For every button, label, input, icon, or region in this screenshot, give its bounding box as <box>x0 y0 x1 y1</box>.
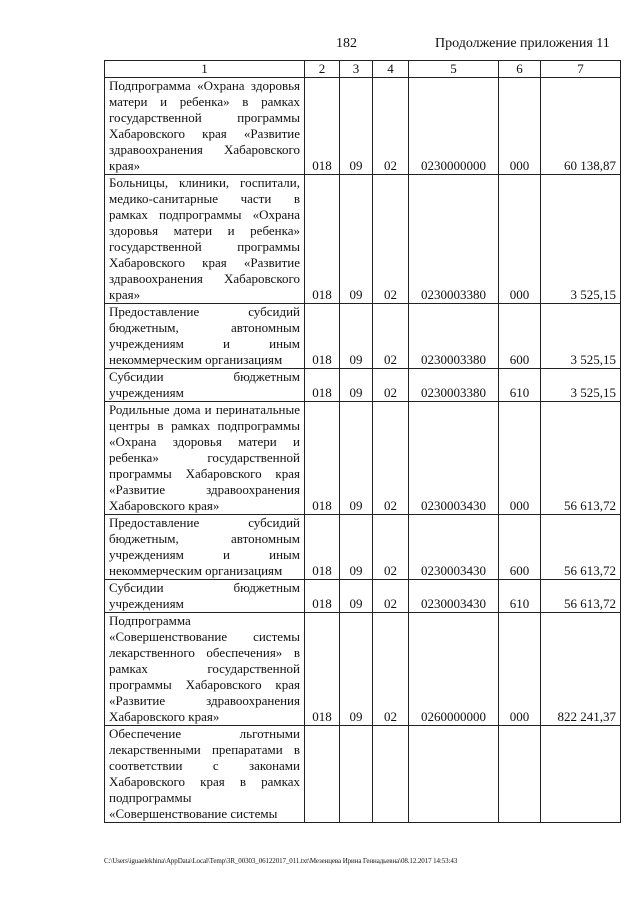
subsection-cell: 02 <box>373 369 409 402</box>
subsection-cell: 02 <box>373 304 409 369</box>
amount-cell: 56 613,72 <box>541 515 621 580</box>
item-name-cell: Подпрограмма «Совершенствование системы лекарственного обеспечения» в рамках государственной программы Хабаровского края «Развитие здравоохранения Хабаровского края» <box>105 613 305 726</box>
table-row <box>105 580 621 613</box>
column-header: 1 <box>105 61 305 78</box>
section-cell: 09 <box>340 580 373 613</box>
amount-cell: 3 525,15 <box>541 369 621 402</box>
ministry-code-cell: 018 <box>305 613 340 726</box>
item-name-cell: Обеспечение льготными лекарственными препаратами в соответствии с законами Хабаровского края в рамках подпрограммы «Совершенствование системы <box>105 726 305 823</box>
table-row <box>105 515 621 580</box>
expense-type-cell: 600 <box>499 304 541 369</box>
table-row <box>105 78 621 175</box>
page-number: 182 <box>336 36 357 51</box>
subsection-cell: 02 <box>373 515 409 580</box>
section-cell: 09 <box>340 515 373 580</box>
ministry-code-cell: 018 <box>305 175 340 304</box>
section-cell: 09 <box>340 304 373 369</box>
target-article-cell <box>409 726 499 823</box>
continuation-title: Продолжение приложения 11 <box>435 36 610 51</box>
target-article-cell: 0230003430 <box>409 580 499 613</box>
column-header: 3 <box>340 61 373 78</box>
file-path-footer: C:\Users\iguaelekhina\AppData\Local\Temp\3R_00303_06122017_011.txt\Мезенцева Ирина Геннадьевна\08.12.2017 14:53:43 <box>104 857 458 865</box>
target-article-cell: 0230003430 <box>409 515 499 580</box>
column-header: 7 <box>541 61 621 78</box>
item-name-cell: Больницы, клиники, госпитали, медико-санитарные части в рамках подпрограммы «Охрана здоровья матери и ребенка» государственной программы Хабаровского края «Развитие здравоохранения Хабаровского края» <box>105 175 305 304</box>
target-article-cell: 0230003380 <box>409 369 499 402</box>
table-row <box>105 402 621 515</box>
expense-type-cell <box>499 726 541 823</box>
item-name-cell: Субсидии бюджетным учреждениям <box>105 369 305 402</box>
column-number-row <box>105 61 621 78</box>
expense-type-cell: 000 <box>499 175 541 304</box>
expense-type-cell: 000 <box>499 402 541 515</box>
table-row <box>105 369 621 402</box>
amount-cell: 822 241,37 <box>541 613 621 726</box>
subsection-cell: 02 <box>373 78 409 175</box>
expense-type-cell: 610 <box>499 580 541 613</box>
table-row <box>105 613 621 726</box>
expense-type-cell: 000 <box>499 613 541 726</box>
ministry-code-cell: 018 <box>305 304 340 369</box>
target-article-cell: 0230000000 <box>409 78 499 175</box>
table-row <box>105 726 621 823</box>
budget-table <box>104 60 621 823</box>
amount-cell: 3 525,15 <box>541 175 621 304</box>
subsection-cell: 02 <box>373 580 409 613</box>
section-cell: 09 <box>340 175 373 304</box>
amount-cell <box>541 726 621 823</box>
expense-type-cell: 600 <box>499 515 541 580</box>
amount-cell: 60 138,87 <box>541 78 621 175</box>
ministry-code-cell: 018 <box>305 580 340 613</box>
expense-type-cell: 000 <box>499 78 541 175</box>
ministry-code-cell: 018 <box>305 369 340 402</box>
column-header: 5 <box>409 61 499 78</box>
ministry-code-cell: 018 <box>305 78 340 175</box>
ministry-code-cell: 018 <box>305 402 340 515</box>
amount-cell: 3 525,15 <box>541 304 621 369</box>
subsection-cell: 02 <box>373 613 409 726</box>
expense-type-cell: 610 <box>499 369 541 402</box>
subsection-cell: 02 <box>373 175 409 304</box>
section-cell: 09 <box>340 78 373 175</box>
section-cell: 09 <box>340 369 373 402</box>
target-article-cell: 0230003380 <box>409 175 499 304</box>
target-article-cell: 0230003380 <box>409 304 499 369</box>
table-row <box>105 304 621 369</box>
column-header: 6 <box>499 61 541 78</box>
item-name-cell: Субсидии бюджетным учреждениям <box>105 580 305 613</box>
column-header: 2 <box>305 61 340 78</box>
target-article-cell: 0230003430 <box>409 402 499 515</box>
item-name-cell: Родильные дома и перинатальные центры в рамках подпрограммы «Охрана здоровья матери и ребенка» государственной программы Хабаровского края «Развитие здравоохранения Хабаровского края» <box>105 402 305 515</box>
section-cell: 09 <box>340 613 373 726</box>
item-name-cell: Подпрограмма «Охрана здоровья матери и ребенка» в рамках государственной программы Хабаровского края «Развитие здравоохранения Хабаровского края» <box>105 78 305 175</box>
ministry-code-cell <box>305 726 340 823</box>
column-header: 4 <box>373 61 409 78</box>
ministry-code-cell: 018 <box>305 515 340 580</box>
subsection-cell <box>373 726 409 823</box>
section-cell: 09 <box>340 402 373 515</box>
table-row <box>105 175 621 304</box>
amount-cell: 56 613,72 <box>541 402 621 515</box>
section-cell <box>340 726 373 823</box>
item-name-cell: Предоставление субсидий бюджетным, автономным учреждениям и иным некоммерческим организациям <box>105 515 305 580</box>
target-article-cell: 0260000000 <box>409 613 499 726</box>
amount-cell: 56 613,72 <box>541 580 621 613</box>
item-name-cell: Предоставление субсидий бюджетным, автономным учреждениям и иным некоммерческим организациям <box>105 304 305 369</box>
subsection-cell: 02 <box>373 402 409 515</box>
